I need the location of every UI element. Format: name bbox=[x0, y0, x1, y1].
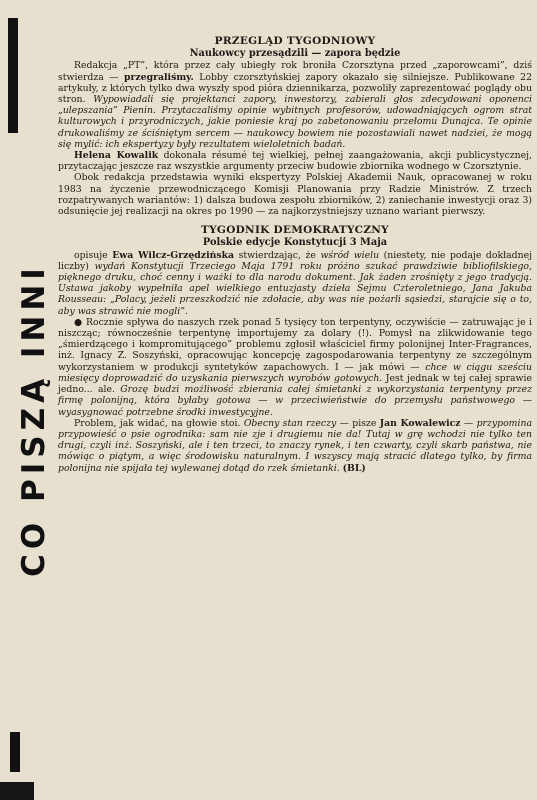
sidebar-label: CO PISZĄ INNI bbox=[16, 263, 52, 577]
text-run: opisuje bbox=[74, 249, 113, 261]
text-run: stwierdzając, że bbox=[234, 249, 321, 261]
author-name: Helena Kowalik bbox=[74, 150, 159, 162]
paragraph bbox=[58, 60, 532, 150]
paragraph bbox=[58, 418, 532, 474]
bullet-icon: ● bbox=[74, 316, 83, 328]
section-subtitle: Naukowcy przesądzili — zapora będzie bbox=[189, 48, 401, 60]
italic-run: Wypowiadali się projektanci zapory, inwestorzy, zabierali głos zdecydowani oponenci „ulepszania” Pienin. Przytaczaliśmy opinie wybitnych profesorów, udowadniających ogrom strat kulturowych i przyrodniczych, jakie poniesie kraj po zabetonowaniu przełomu Dunajca. Te opinie drukowaliśmy ze ściśniętym sercem — naukowcy bowiem nie pozostawiali nawet nadziei, że mogą się mylić: ich ekspertyzy były rezultatem wieloletnich badań. bbox=[58, 94, 532, 150]
italic-run: Grozę budzi możliwość zbierania całej śmietanki z wykorzystania terpentyny przez firmę polonijną, która byłaby gotowa — w przeciwieństwie do przemysłu państwowego — wyasygnować potrzebne środki inwestycyjne. bbox=[58, 384, 532, 418]
italic-run: Obecny stan rzeczy bbox=[243, 417, 337, 429]
text-run: — bbox=[460, 417, 477, 429]
italic-run: przypomina przypowieść o psie ogrodnika: sam nie zje i drugiemu nie da! Tutaj w grę wchodzi nie tylko ten drugi, czyli inż. Soszyński, ale i ten trzeci, to znaczy rynek, i ten czwarty, czyli skarb państwa, nie mówiąc o piątym, a więc środowisku naturalnym. I wszyscy mają stracić dlatego tylko, by firma polonijna nie spijała tej wylewanej dotąd do rzek śmietanki. bbox=[58, 417, 532, 474]
bottom-corner-mark bbox=[0, 782, 34, 800]
text-run: Redakcja „PT”, która przez cały ubiegły rok broniła Czorsztyna przed „zaporowcami”, dziś stwierdza — bbox=[58, 60, 532, 83]
text-run: dokonała résumé tej wielkiej, pełnej zaangażowania, akcji publicystycznej, przytaczając jeszcze raz wszystkie argumenty przeciw budowie zbiornika wodnego w Czorsztynie. bbox=[58, 150, 532, 173]
bold-run: przegraliśmy. bbox=[124, 71, 194, 83]
paragraph bbox=[58, 150, 532, 172]
sidebar-bottom-bar bbox=[10, 732, 20, 772]
italic-run: chce w ciągu sześciu miesięcy doprowadzić do uzyskania pierwszych wyrobów gotowych. bbox=[58, 361, 532, 384]
author-name: Jan Kowalewicz bbox=[379, 417, 461, 429]
article-column bbox=[58, 36, 532, 474]
text-run: — pisze bbox=[336, 417, 380, 429]
section-title: PRZEGLĄD TYGODNIOWY bbox=[214, 35, 376, 47]
section-subtitle: Polskie edycje Konstytucji 3 Maja bbox=[202, 237, 388, 249]
text-run: Lobby czorsztyńskiej zapory okazało się silniejsze. Publikowane 22 artykuły, z których tylko dwa wyszły spod pióra dziennikarza, pozwoliły zaprezentować poglądy obu stron. bbox=[58, 71, 533, 106]
section-tygodnik bbox=[58, 225, 532, 473]
italic-run: wydań Konstytucji Trzeciego Maja 1791 roku próżno szukać prawdziwie bibliofilskiego, pięknego druku, choć cenny i ważki to dla narodu dokument. Jak żaden zrośnięty z jego tradycją. Ustawa jakoby wypełniła apel wielkiego entuzjasty dzieła Sejmu Czteroletniego, Jana Jakuba Rousseau: „Polacy, jeżeli przeszkodzić nie zdołacie, aby was nie pożarli sąsiedzi, starajcie się o to, aby was strawić nie mogli”. bbox=[58, 260, 532, 317]
italic-run: wśród wielu bbox=[320, 249, 380, 261]
text-run: Rocznie spływa do naszych rzek ponad 5 tysięcy ton terpentyny, oczywiście — zatruwając je i niszcząc; równocześnie terpentynę importujemy za dolary (!). Pomysł na zlikwidowanie tego „śmierdzącego i kompromitującego” problemu zgłosił właściciel firmy polonijnej Inter-Fragrances, inż. Ignacy Z. Soszyński, opracowując koncepcję zagospodarowania terpentyny ze szczególnym wykorzystaniem w produkcji syntetyków zapachowych. I — jak mówi — bbox=[58, 316, 532, 373]
sidebar-band bbox=[0, 0, 52, 800]
section-title: TYGODNIK DEMOKRATYCZNY bbox=[201, 224, 389, 237]
text-run: (niestety, nie podaje dokładnej liczby) bbox=[58, 249, 532, 272]
section-przeglad bbox=[58, 36, 532, 217]
paragraph bbox=[58, 317, 532, 418]
text-run: Problem, jak widać, na głowie stoi. bbox=[74, 417, 244, 429]
signature: (BL) bbox=[342, 462, 366, 474]
paragraph bbox=[58, 250, 532, 317]
paragraph: Obok redakcja przedstawia wyniki ekspertyzy Polskiej Akademii Nauk, opracowanej w roku 1983 na życzenie przewodniczącego Komisji Planowania przy Radzie Ministrów. Z trzech rozpatrywanych wariantów: 1) dalsza budowa zespołu zbiorników, 2) zaniechanie inwestycji oraz 3) odsunięcie jej realizacji na okres po 1990 — za najkorzystniejszy uznano wariant pierwszy. bbox=[58, 172, 532, 218]
author-name: Ewa Wilcz-Grzędzińska bbox=[112, 249, 235, 261]
sidebar-top-bar bbox=[8, 18, 18, 133]
text-run: Jest jednak w tej całej sprawie jedno... ale. bbox=[58, 372, 532, 396]
